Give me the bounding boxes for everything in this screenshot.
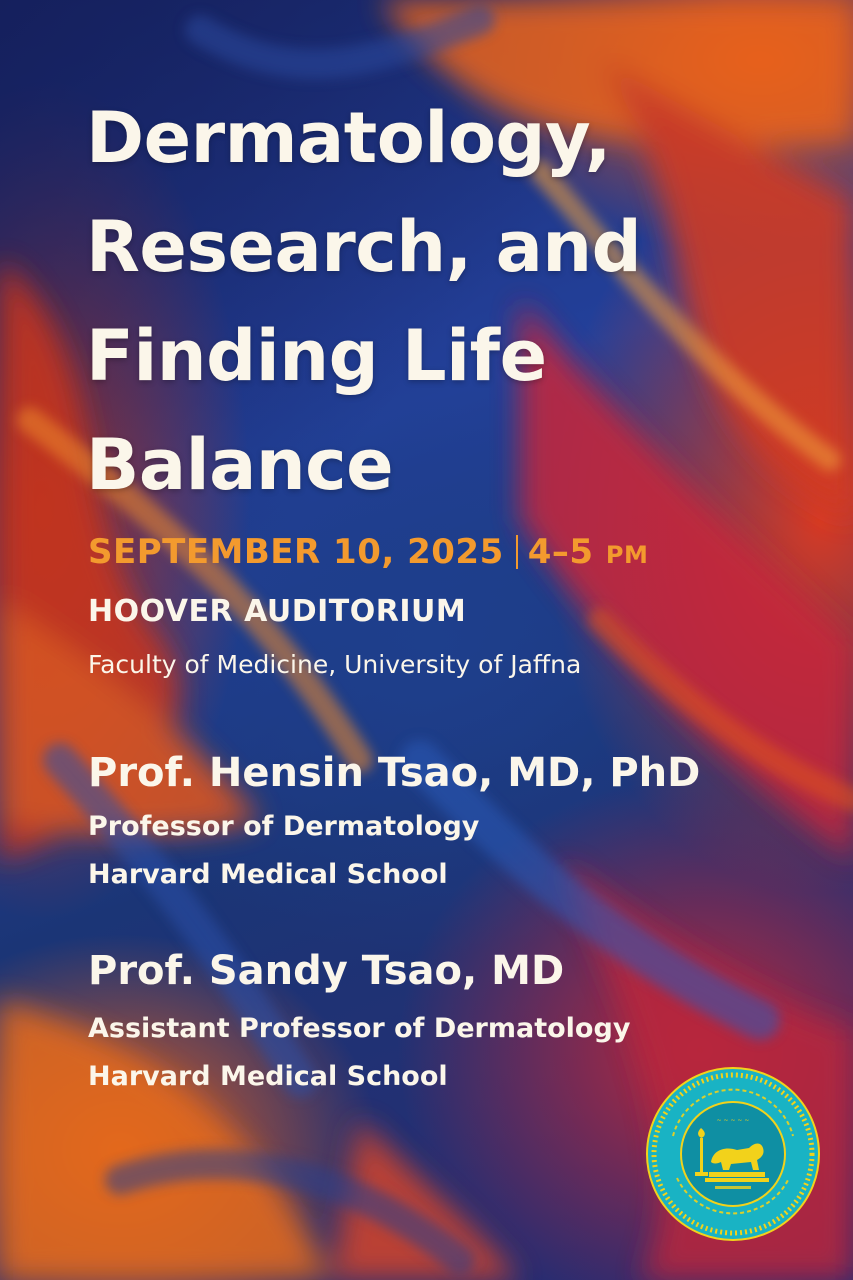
seal-top-script: ~ ~ ~ ~ ~ xyxy=(716,1117,750,1124)
event-time-period: PM xyxy=(605,541,649,569)
speaker-1-role: Professor of Dermatology xyxy=(88,811,480,842)
title-line-2: Research, and xyxy=(86,206,642,288)
speaker-1-institution: Harvard Medical School xyxy=(88,859,448,890)
event-time: 4–5 xyxy=(527,532,594,572)
speaker-2-name: Prof. Sandy Tsao, MD xyxy=(88,948,565,994)
event-venue: HOOVER AUDITORIUM xyxy=(88,594,467,629)
title-line-1: Dermatology, xyxy=(86,97,611,179)
event-date: SEPTEMBER 10, 2025 xyxy=(88,532,504,572)
seal-motto-line xyxy=(715,1186,751,1189)
title-line-3: Finding Life xyxy=(86,315,547,397)
event-venue-subtitle: Faculty of Medicine, University of Jaffna xyxy=(88,650,582,679)
event-title xyxy=(86,84,826,520)
speaker-2-institution: Harvard Medical School xyxy=(88,1061,448,1092)
speaker-1-name: Prof. Hensin Tsao, MD, PhD xyxy=(88,750,701,796)
title-line-4: Balance xyxy=(86,424,394,506)
speaker-2-role: Assistant Professor of Dermatology xyxy=(88,1013,631,1044)
university-seal-logo xyxy=(645,1066,821,1242)
date-separator xyxy=(516,535,518,569)
event-date-time xyxy=(88,530,648,577)
